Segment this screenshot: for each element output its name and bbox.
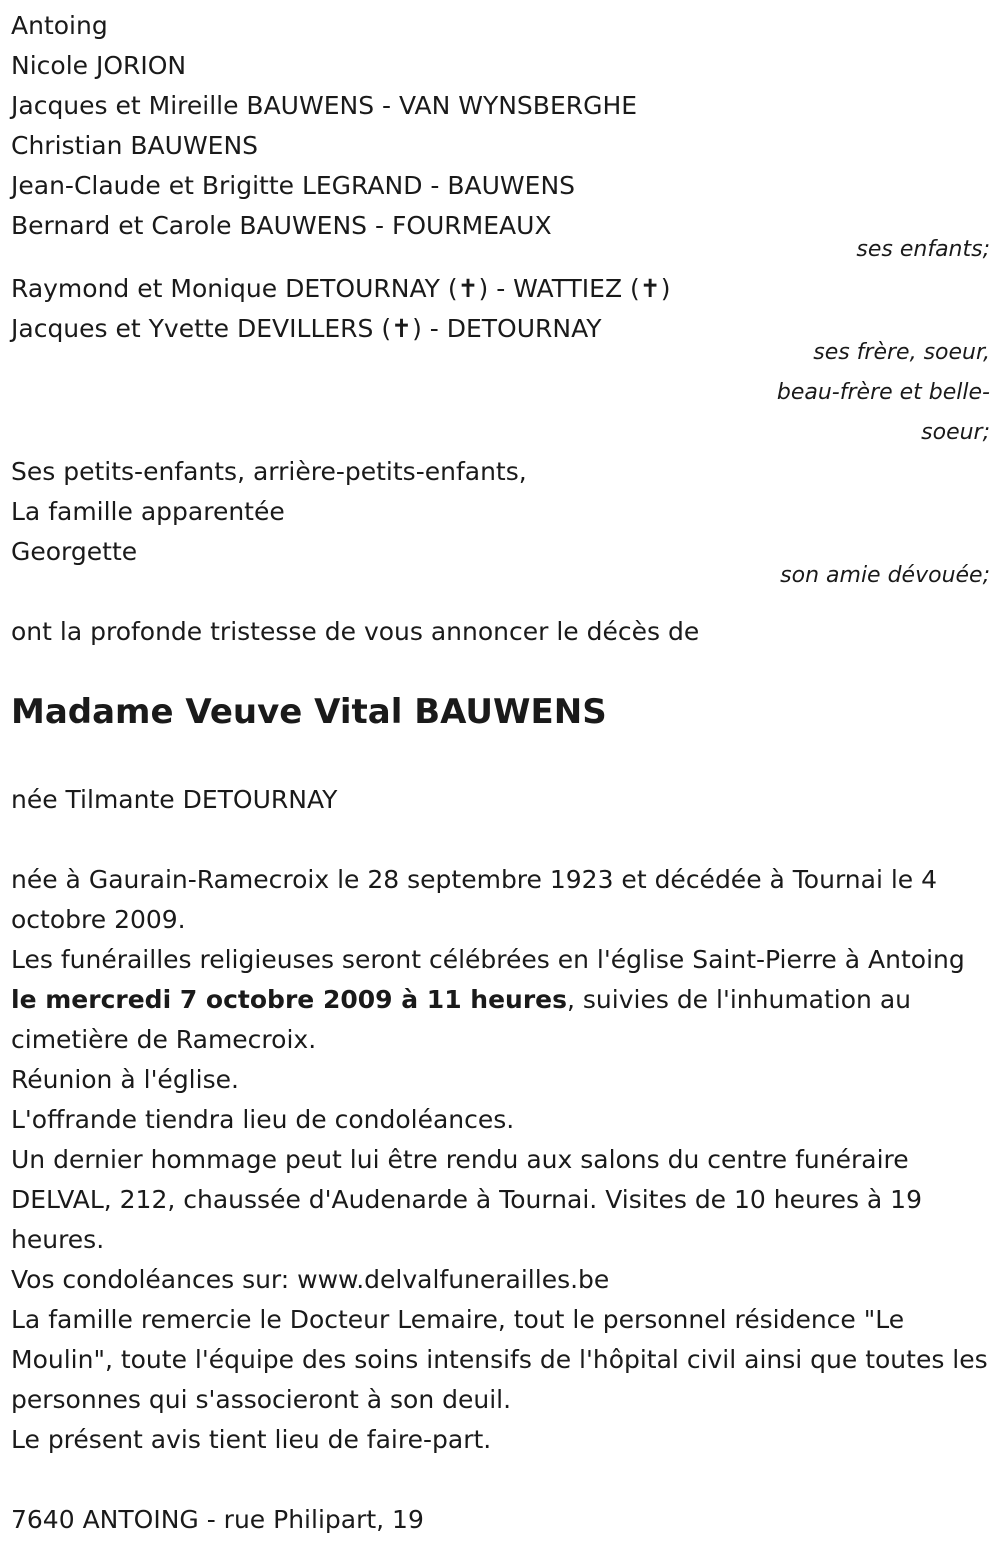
birth-death-text: née à Gaurain-Ramecroix le 28 septembre 1923 et décédée à Tournai le 4 octobre 2009.: [11, 865, 938, 934]
tribute-text: Un dernier hommage peut lui être rendu aux salons du centre funéraire DELVAL, 212, chaussée d'Audenarde à Tournai. Visites de 10 heures à 19 heures.: [11, 1145, 922, 1254]
thanks-text: La famille remercie le Docteur Lemaire, tout le personnel résidence "Le Moulin", toute l'équipe des soins intensifs de l'hôpital civil ainsi que toutes les personnes qui s'associeront à son deuil.: [11, 1305, 988, 1414]
funeral-text-start: Les funérailles religieuses seront célébrées en l'église Saint-Pierre à Antoing: [11, 945, 965, 974]
details-block: [11, 860, 991, 1460]
family-line: Ses petits-enfants, arrière-petits-enfants,: [11, 457, 527, 486]
children-role: ses enfants;: [856, 237, 990, 262]
deceased-name: Madame Veuve Vital BAUWENS: [11, 692, 607, 732]
sibling-line: Jacques et Yvette DEVILLERS (✝) - DETOURNAY: [11, 314, 602, 343]
family-line: La famille apparentée: [11, 497, 285, 526]
notice-text: Le présent avis tient lieu de faire-part.: [11, 1425, 492, 1454]
child-line: Bernard et Carole BAUWENS - FOURMEAUX: [11, 211, 552, 240]
funeral-text-end: , suivies de l'inhumation au cimetière de Ramecroix.: [11, 985, 911, 1054]
child-line: Jean-Claude et Brigitte LEGRAND - BAUWENS: [11, 171, 576, 200]
condolences-text: Vos condoléances sur: www.delvalfunerailles.be: [11, 1265, 610, 1294]
sibling-line: Raymond et Monique DETOURNAY (✝) - WATTIEZ (✝): [11, 274, 671, 303]
announcement-text: ont la profonde tristesse de vous annoncer le décès de: [11, 617, 700, 646]
meeting-text: Réunion à l'église.: [11, 1065, 239, 1094]
child-line: Jacques et Mireille BAUWENS - VAN WYNSBERGHE: [11, 91, 638, 120]
maiden-name: née Tilmante DETOURNAY: [11, 785, 338, 814]
siblings-role-line: beau-frère et belle-: [776, 380, 990, 405]
funeral-date: le mercredi 7 octobre 2009 à 11 heures: [11, 985, 568, 1014]
siblings-role-line: ses frère, soeur,: [813, 340, 990, 365]
friend-role: son amie dévouée;: [780, 563, 990, 588]
child-line: Christian BAUWENS: [11, 131, 259, 160]
town-name: Antoing: [11, 11, 108, 40]
funeral-text: [11, 940, 991, 1060]
family-line: Georgette: [11, 537, 138, 566]
child-line: Nicole JORION: [11, 51, 187, 80]
address: 7640 ANTOING - rue Philipart, 19: [11, 1505, 424, 1534]
siblings-role-line: soeur;: [921, 420, 990, 445]
offering-text: L'offrande tiendra lieu de condoléances.: [11, 1105, 515, 1134]
